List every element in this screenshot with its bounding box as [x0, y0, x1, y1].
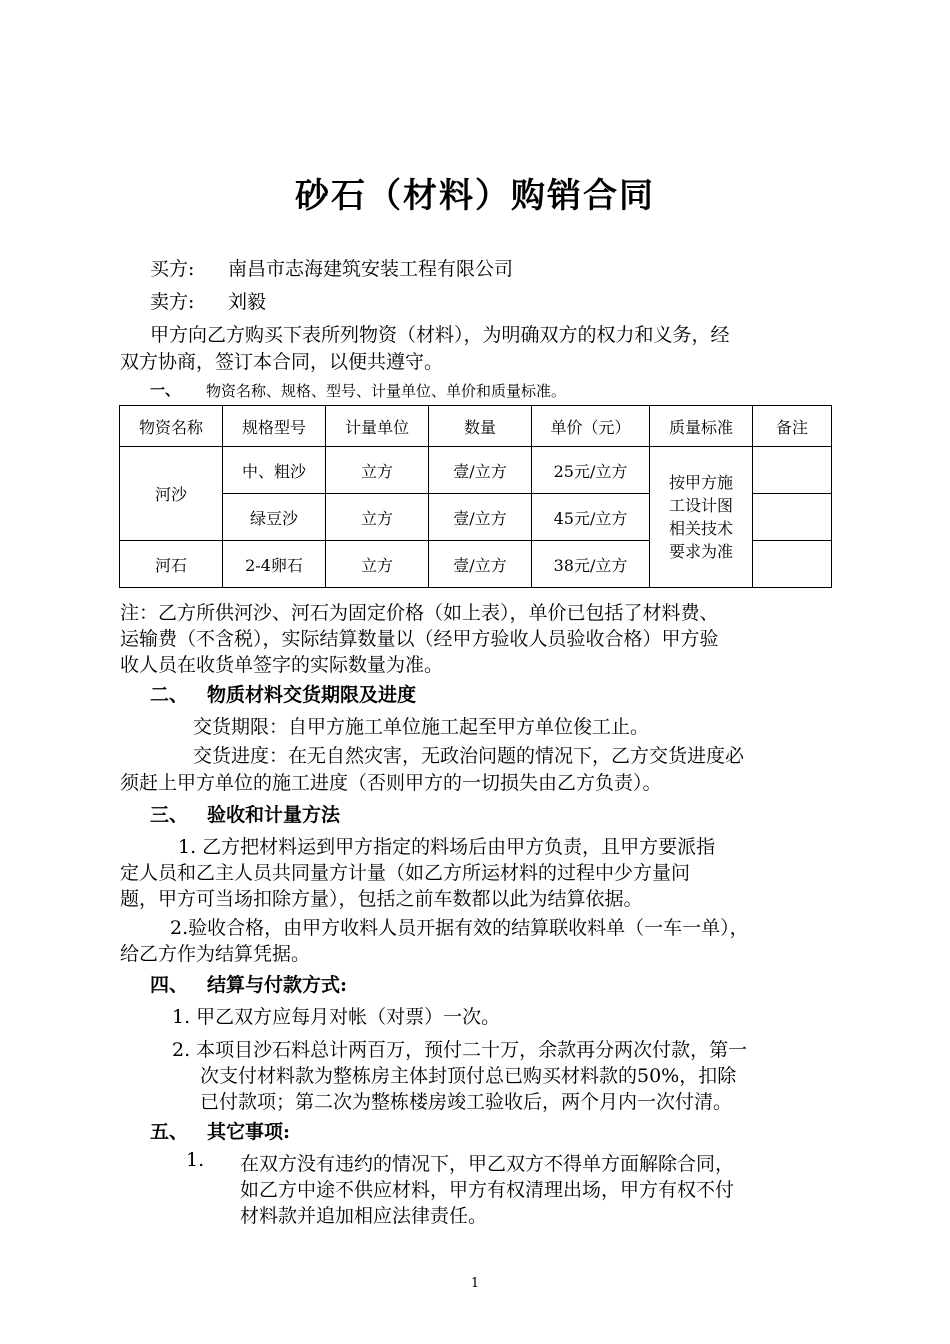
intro-line-1: 甲方向乙方购买下表所列物资（材料），为明确双方的权力和义务，经 — [150, 324, 730, 346]
buyer-name: 南昌市志海建筑安装工程有限公司 — [228, 258, 514, 280]
material-name-cell: 河石 — [120, 541, 223, 588]
intro-line-2: 双方协商，签订本合同，以便共遵守。 — [120, 351, 444, 373]
delivery-period: 交货期限：自甲方施工单位施工起至甲方单位俊工止。 — [193, 716, 650, 738]
unit-cell: 立方 — [326, 494, 429, 541]
header-cell: 计量单位 — [326, 406, 429, 447]
other-item-1-line-2: 如乙方中途不供应材料，甲方有权清理出场，甲方有权不付 — [240, 1179, 735, 1201]
delivery-progress-line-1: 交货进度：在无自然灾害，无政治问题的情况下，乙方交货进度必 — [193, 745, 745, 767]
seller-name: 刘毅 — [228, 291, 267, 313]
quality-line: 按甲方施 — [668, 473, 733, 492]
acceptance-2-line-2: 给乙方作为结算凭据。 — [120, 943, 311, 965]
section-1-number: 一、 — [150, 381, 181, 399]
header-cell: 规格型号 — [223, 406, 326, 447]
section-4-number: 四、 — [150, 974, 189, 996]
spec-cell: 2-4卵石 — [223, 541, 326, 588]
materials-table — [119, 405, 832, 588]
payment-item-1: 1. 甲乙双方应每月对帐（对票）一次。 — [172, 1006, 501, 1028]
remarks-cell — [753, 447, 832, 494]
section-1-title: 物资名称、规格、型号、计量单位、单价和质量标准。 — [206, 382, 567, 400]
page-title: 砂石（材料）购销合同 — [295, 176, 655, 216]
payment-item-2-line-3: 已付款项；第二次为整栋楼房竣工验收后，两个月内一次付清。 — [200, 1091, 733, 1113]
price-cell: 25元/立方 — [532, 447, 650, 494]
buyer-label: 买方: — [150, 258, 195, 280]
table-row — [120, 447, 832, 494]
seller-label: 卖方: — [150, 291, 195, 313]
quantity-cell: 壹/立方 — [429, 541, 532, 588]
quality-standard-cell — [650, 447, 753, 588]
section-2-title: 物质材料交货期限及进度 — [207, 684, 417, 706]
section-2-number: 二、 — [150, 684, 189, 706]
spec-cell: 中、粗沙 — [223, 447, 326, 494]
quality-line: 工设计图 — [668, 496, 733, 515]
acceptance-1-line-3: 题，甲方可当场扣除方量），包括之前车数都以此为结算依据。 — [120, 888, 643, 910]
note-line-3: 收人员在收货单签字的实际数量为准。 — [120, 654, 444, 676]
quantity-cell: 壹/立方 — [429, 494, 532, 541]
note-line-2: 运输费（不含税），实际结算数量以（经甲方验收人员验收合格）甲方验 — [120, 628, 719, 650]
material-name-cell: 河沙 — [120, 447, 223, 541]
note-line-1: 注：乙方所供河沙、河石为固定价格（如上表），单价已包括了材料费、 — [120, 602, 719, 624]
price-cell: 45元/立方 — [532, 494, 650, 541]
price-cell: 38元/立方 — [532, 541, 650, 588]
delivery-progress-line-2: 须赶上甲方单位的施工进度（否则甲方的一切损失由乙方负责）。 — [120, 772, 662, 794]
acceptance-1-line-2: 定人员和乙主人员共同量方计量（如乙方所运材料的过程中少方量问 — [120, 862, 691, 884]
header-cell: 物资名称 — [120, 406, 223, 447]
header-cell: 单价（元） — [532, 406, 650, 447]
header-cell: 数量 — [429, 406, 532, 447]
section-3-number: 三、 — [150, 804, 189, 826]
other-item-1-number: 1. — [186, 1149, 205, 1171]
remarks-cell — [753, 494, 832, 541]
quality-line: 相关技术 — [668, 519, 733, 538]
table-header-row — [120, 406, 832, 447]
unit-cell: 立方 — [326, 447, 429, 494]
header-cell: 质量标准 — [650, 406, 753, 447]
other-item-1-line-1: 在双方没有违约的情况下，甲乙双方不得单方面解除合同， — [240, 1153, 735, 1175]
section-3-title: 验收和计量方法 — [207, 804, 341, 826]
page-number: 1 — [470, 1276, 480, 1291]
acceptance-1-line-1: 1. 乙方把材料运到甲方指定的料场后由甲方负责，且甲方要派指 — [178, 836, 716, 858]
payment-item-2-line-2: 次支付材料款为整栋房主体封顶付总已购买材料款的50%，扣除 — [200, 1065, 737, 1087]
header-cell: 备注 — [753, 406, 832, 447]
section-4-title: 结算与付款方式: — [207, 974, 348, 996]
section-5-title: 其它事项: — [207, 1121, 291, 1143]
payment-item-2-line-1: 2. 本项目沙石料总计两百万，预付二十万，余款再分两次付款，第一 — [172, 1039, 748, 1061]
quality-line: 要求为准 — [668, 542, 733, 561]
acceptance-2-line-1: 2.验收合格，由甲方收料人员开据有效的结算联收料单（一车一单）， — [170, 917, 749, 939]
remarks-cell — [753, 541, 832, 588]
unit-cell: 立方 — [326, 541, 429, 588]
section-5-number: 五、 — [150, 1121, 189, 1143]
spec-cell: 绿豆沙 — [223, 494, 326, 541]
quantity-cell: 壹/立方 — [429, 447, 532, 494]
other-item-1-line-3: 材料款并追加相应法律责任。 — [240, 1205, 488, 1227]
